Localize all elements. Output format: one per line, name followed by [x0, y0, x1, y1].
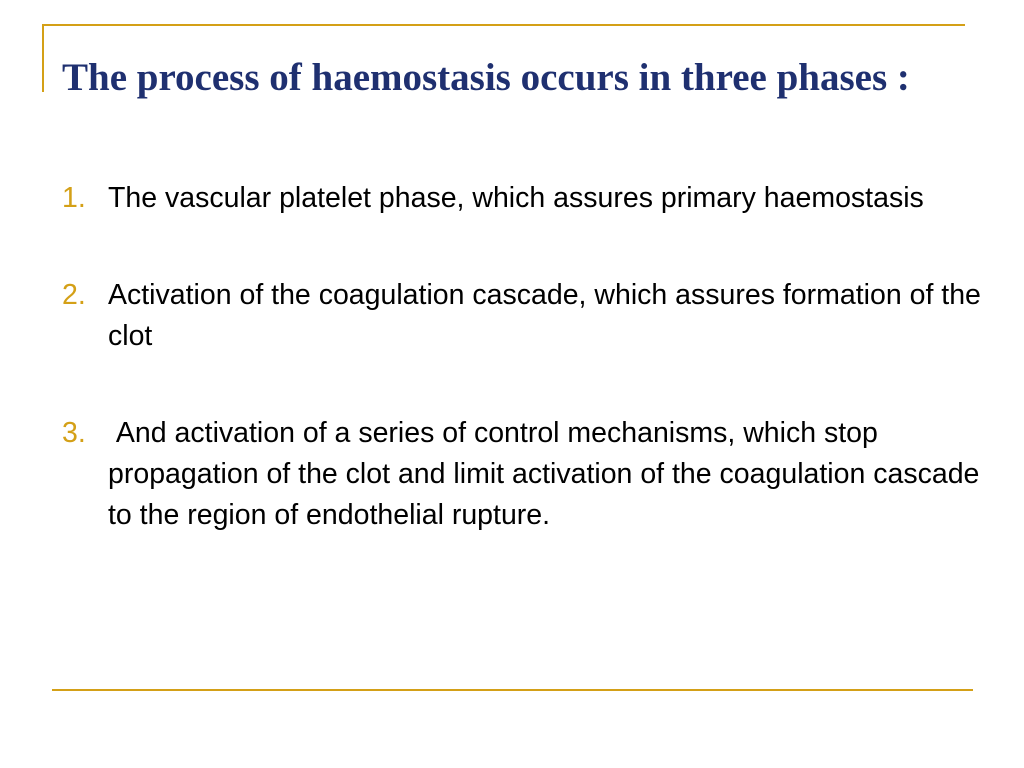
phase-list — [62, 178, 988, 536]
list-item-number: 2. — [62, 279, 86, 311]
list-item-number: 1. — [62, 182, 86, 214]
list-item-text: And activation of a series of control mechanisms, which stop propagation of the clot and limit activation of the coagulation cascade to the region of endothelial rupture. — [108, 417, 988, 531]
left-border-line — [42, 24, 44, 92]
list-item — [62, 413, 988, 536]
list-item-number: 3. — [62, 417, 86, 449]
list-item-text: The vascular platelet phase, which assures primary haemostasis — [108, 182, 924, 214]
list-item — [62, 275, 982, 357]
top-border-line — [42, 24, 965, 26]
slide-title: The process of haemostasis occurs in three phases : — [62, 56, 910, 99]
bottom-border-line — [52, 689, 973, 691]
list-item — [62, 178, 982, 219]
list-item-text: Activation of the coagulation cascade, which assures formation of the clot — [108, 279, 981, 352]
